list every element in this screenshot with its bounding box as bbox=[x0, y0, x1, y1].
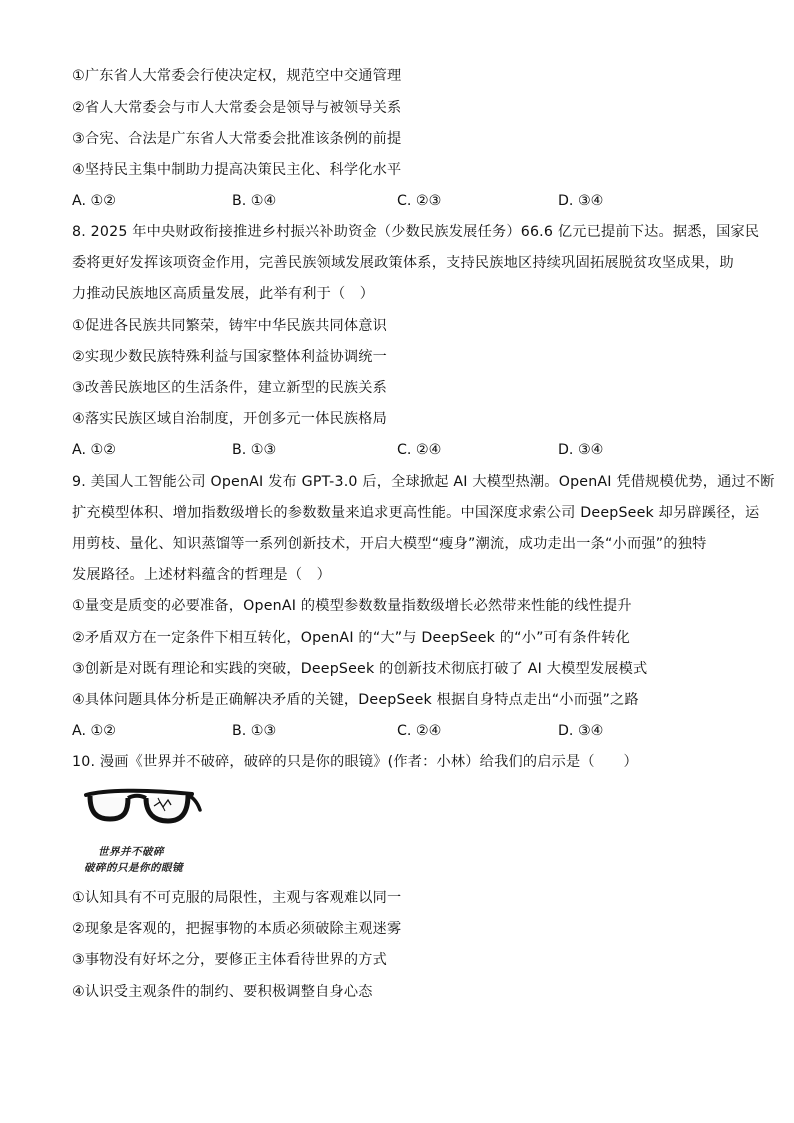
q9-option-a[interactable]: A. ①② bbox=[72, 723, 116, 739]
q9-statement-4: ④具体问题具体分析是正确解决矛盾的关键，DeepSeek 根据自身特点走出“小而强”之路 bbox=[72, 692, 639, 708]
q10-statement-1: ①认知具有不可克服的局限性，主观与客观难以同一 bbox=[72, 890, 402, 906]
q8-stem-line-2: 委将更好发挥该项资金作用，完善民族领域发展政策体系，支持民族地区持续巩固拓展脱贫攻坚成果，助 bbox=[72, 255, 734, 271]
q7-statement-1: ①广东省人大常委会行使决定权，规范空中交通管理 bbox=[72, 68, 402, 84]
q8-option-d[interactable]: D. ③④ bbox=[558, 442, 604, 458]
broken-glasses-icon bbox=[84, 786, 204, 838]
q9-stem-line-3: 用剪枝、量化、知识蒸馏等一系列创新技术，开启大模型“瘦身”潮流，成功走出一条“小而强”的独特 bbox=[72, 536, 707, 552]
q8-statement-4: ④落实民族区域自治制度，开创多元一体民族格局 bbox=[72, 411, 388, 427]
q9-option-c[interactable]: C. ②④ bbox=[397, 723, 442, 739]
q9-statement-3: ③创新是对既有理论和实践的突破，DeepSeek 的创新技术彻底打破了 AI 大模型发展模式 bbox=[72, 661, 648, 677]
q9-statement-2: ②矛盾双方在一定条件下相互转化，OpenAI 的“大”与 DeepSeek 的“小”可有条件转化 bbox=[72, 630, 630, 646]
q7-option-d[interactable]: D. ③④ bbox=[558, 193, 604, 209]
q10-statement-2: ②现象是客观的，把握事物的本质必须破除主观迷雾 bbox=[72, 921, 402, 937]
q10-stem: 10. 漫画《世界并不破碎，破碎的只是你的眼镜》(作者：小林）给我们的启示是（ ） bbox=[72, 754, 638, 770]
q9-stem-line-1: 9. 美国人工智能公司 OpenAI 发布 GPT-3.0 后，全球掀起 AI 大模型热潮。OpenAI 凭借规模优势，通过不断 bbox=[72, 474, 775, 490]
q8-options bbox=[72, 440, 732, 460]
q9-stem-line-4: 发展路径。上述材料蕴含的哲理是（ ） bbox=[72, 567, 331, 583]
q7-option-b[interactable]: B. ①④ bbox=[232, 193, 277, 209]
q9-statement-1: ①量变是质变的必要准备，OpenAI 的模型参数数量指数级增长必然带来性能的线性提升 bbox=[72, 598, 632, 614]
q7-statement-4: ④坚持民主集中制助力提高决策民主化、科学化水平 bbox=[72, 162, 402, 178]
q9-option-d[interactable]: D. ③④ bbox=[558, 723, 604, 739]
q9-options bbox=[72, 721, 732, 741]
q8-option-a[interactable]: A. ①② bbox=[72, 442, 116, 458]
q8-statement-3: ③改善民族地区的生活条件，建立新型的民族关系 bbox=[72, 380, 388, 396]
q7-option-a[interactable]: A. ①② bbox=[72, 193, 116, 209]
cartoon-caption-line-2: 破碎的只是你的眼镜 bbox=[84, 862, 183, 874]
q8-stem-line-3: 力推动民族地区高质量发展，此举有利于（ ） bbox=[72, 286, 375, 302]
q9-option-b[interactable]: B. ①③ bbox=[232, 723, 277, 739]
cartoon-caption-line-1: 世界并不破碎 bbox=[98, 846, 164, 858]
q10-statement-3: ③事物没有好坏之分，要修正主体看待世界的方式 bbox=[72, 952, 388, 968]
q8-option-c[interactable]: C. ②④ bbox=[397, 442, 442, 458]
cartoon-broken-glasses bbox=[84, 786, 204, 878]
q7-statement-2: ②省人大常委会与市人大常委会是领导与被领导关系 bbox=[72, 100, 402, 116]
q8-option-b[interactable]: B. ①③ bbox=[232, 442, 277, 458]
q8-stem-line-1: 8. 2025 年中央财政衔接推进乡村振兴补助资金（少数民族发展任务）66.6 亿元已提前下达。据悉，国家民 bbox=[72, 224, 760, 240]
q10-statement-4: ④认识受主观条件的制约、要积极调整自身心态 bbox=[72, 984, 373, 1000]
q9-stem-line-2: 扩充模型体积、增加指数级增长的参数数量来追求更高性能。中国深度求索公司 DeepSeek 却另辟蹊径，运 bbox=[72, 505, 760, 521]
q8-statement-1: ①促进各民族共同繁荣，铸牢中华民族共同体意识 bbox=[72, 318, 388, 334]
q7-options bbox=[72, 191, 732, 211]
q8-statement-2: ②实现少数民族特殊利益与国家整体利益协调统一 bbox=[72, 349, 388, 365]
q7-option-c[interactable]: C. ②③ bbox=[397, 193, 442, 209]
q7-statement-3: ③合宪、合法是广东省人大常委会批准该条例的前提 bbox=[72, 131, 402, 147]
